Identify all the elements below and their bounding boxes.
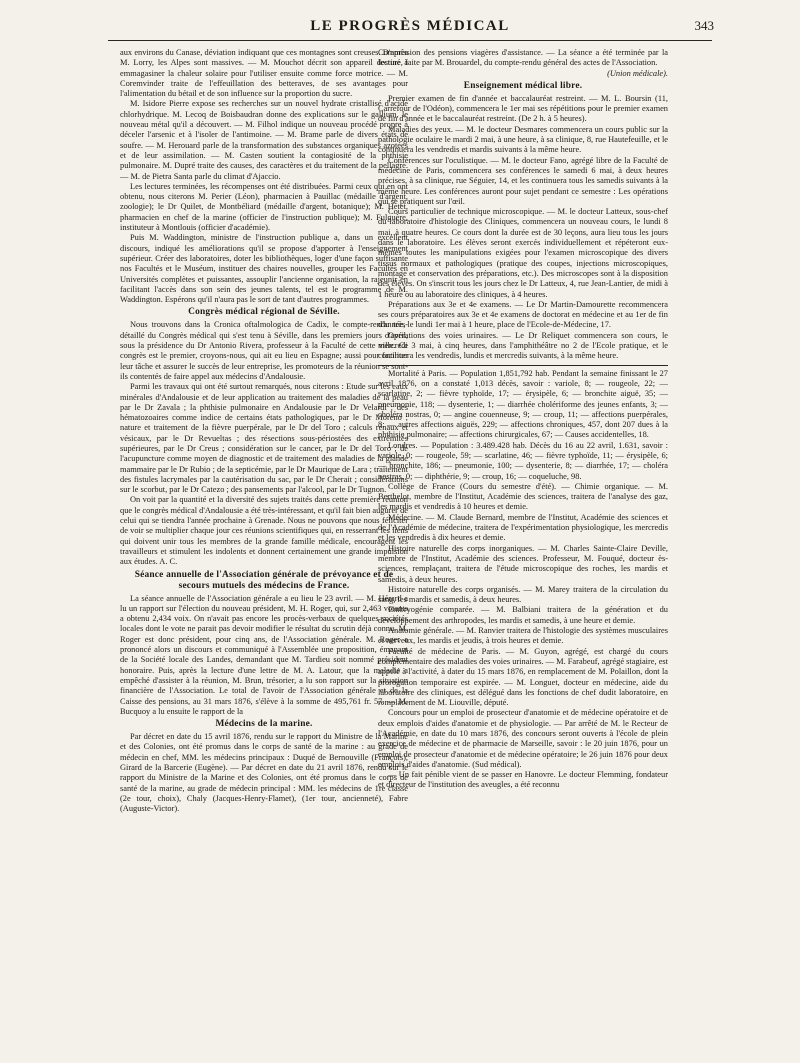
paragraph: Concours pour un emploi de prosecteur d'anatomie et de médecine opératoire et de deux emplois d'aides d'anatomie et de physiologie. — Par arrêté de M. le Recteur de l'Académie, en date du 10 mars 1876, des concours seront ouverts à l'école de plein exercice de médecine et de pharmacie de Marseille, savoir : le 20 juin 1876, pour un emploi de prosecteur d'anatomie et de médecine opératoire; le 26 juin 1876 pour deux emplois d'aides d'anatomie. (Sud médical). xyxy=(378,708,668,769)
paragraph: Embryogénie comparée. — M. Balbiani traitera de la génération et du développement des arthropodes, les mardis et samedis, à une heure et demie. xyxy=(378,605,668,625)
section-heading-enseignement: Enseignement médical libre. xyxy=(463,80,583,91)
paragraph: Londres. — Population : 3.489.428 hab. Décès du 16 au 22 avril, 1.631, savoir : variole, 0; — rougeole, 59; — scarlatine, 46; — fièvre typhoïde, 11; — érysipèle, 6; — bronchite, 186; — pneumonie, 100; — dysenterie, 8; — diarrhée, 17; — choléra nostras, 0; — diphthérie, 9; — croup, 16; — coqueluche, 98. xyxy=(378,440,668,481)
left-column xyxy=(120,48,408,1053)
section-heading-marine: Médecins de la marine. xyxy=(215,719,313,730)
section-heading-association: Séance annuelle de l'Association générale de prévoyance et de secours mutuels des médecins de France. xyxy=(134,569,394,591)
paragraph: — Un fait pénible vient de se passer en Hanovre. Le docteur Flemming, fondateur et directeur de l'institution des aveugles, a été reconnu xyxy=(378,770,668,790)
right-column xyxy=(378,48,668,1053)
source-citation: (Union médicale). xyxy=(607,68,668,78)
paragraph: Préparations aux 3e et 4e examens. — Le Dr Martin-Damourette recommencera ses cours préparatoires aux 3e et 4e examens de doctorat en médecine et au 1er de fin d'année, le lundi 1er mai à 1 heure, place de l'Ecole-de-Médecine, 17. xyxy=(378,299,668,330)
paragraph: Histoire naturelle des corps organisés. — M. Marey traitera de la circulation du sang, les mardis et samedis, à deux heures. xyxy=(378,584,668,605)
journal-title: LE PROGRÈS MÉDICAL xyxy=(310,18,510,34)
paragraph: Mortalité à Paris. — Population 1,851,792 hab. Pendant la semaine finissant le 27 avril 1876, on a constaté 1,013 décès, savoir : variole, 8; — rougeole, 22; — scarlatine, 2; — fièvre typhoïde, 17; — érysipèle, 6; — bronchite aiguë, 35; — pneumonie, 118; — dysenterie, 1; — diarrhée cholériforme des jeunes enfants, 3; — choléra nostras, 0; — angine couenneuse, 9; — croup, 11; — affections puerpérales, 8; — autres affections aiguës, 229; — affections chroniques, 457, dont 207 dues à la phthisie pulmonaire; — affections chirurgicales, 67; — Causes accidentelles, 18. xyxy=(378,368,668,440)
paragraph: Collège de France (Cours du semestre d'été). — Chimie organique. — M. Berthelot, membre de l'Institut, Académie des sciences, traitera de l'analyse des gaz, les mardis et vendredis à 10 heures et demie. xyxy=(378,481,668,512)
paragraph: Anatomie générale. — M. Ranvier traitera de l'histologie des systèmes musculaires et nerveux, les mardis et jeudis, à trois heures et demie. xyxy=(378,626,668,646)
paragraph: Médecine. — M. Claude Bernard, membre de l'Institut, Académie des sciences et de l'Académie de médecine, traitera de l'expérimentation physiologique, les mercredis et les vendredis à dix heures et demie. xyxy=(378,512,668,543)
paragraph: Maladies des yeux. — M. le docteur Desmares commencera un cours public sur la pathologie oculaire le mardi 2 mai, à une heure, à sa clinique, 8, rue Hautefeuille, et le continuera les vendredis et mardis suivants à la même heure. xyxy=(378,124,668,155)
page-number: 343 xyxy=(694,18,714,33)
section-heading-seville: Congrès médical régional de Séville. xyxy=(188,307,340,318)
paragraph: Parmi les travaux qui ont été surtout remarqués, nous citerons : Etude sur les eaux minérales d'Andalousie et de leur application au traitement des maladies de la peau par le Dr Zavala ; la phthisie pulmonaire en Andalousie par le Dr Velardi ; des hématozoaires comme indice de certains états pathologiques, par le Dr Moreno ; nature et traitement de la fièvre puerpérale, par le Dr del Toro ; calculs rénaux et vésicaux, par le Dr Revueltas ; des résections sous-périostées des extrémités supérieures, par le Dr Creus ; considération sur le cancer, par le Dr del Toro ; de l'acupuncture comme moyen de diagnostic et de traitement des maladies de la glande mammaire par le Dr Rubio ; de la septicémie, par le Dr Maurique de Lara ; traitement des fistules lacrymales par la cautérisation du sac, par le Dr Cherait ; considérations sur le scorbut, par le Dr Catezo ; des pansements par l'alcool, par le Dr Tugnon. xyxy=(120,382,408,495)
paragraph: Puis M. Waddington, ministre de l'instruction publique a, dans un excellent discours, indiqué les améliorations qu'il se propose d'apporter à l'enseignement supérieur. Créer des laboratoires, doter les bibliothèques, loger d'une façon suffisante nos Facultés et le Muséum, instituer des chaires nouvelles, grouper les Facultés en Universités complètes et puissantes, assouplir l'ancienne organisation, la rajeunir en facilitant l'accès dans son sein des jeunes talents, tel est le programme de M. Waddington. Espérons qu'il n'aura pas le sort de tant d'autres programmes. xyxy=(120,233,408,305)
paragraph: On voit par la quantité et la diversité des sujets traités dans cette première réunion que le congrès médical d'Andalousie a été très-intéressant, et qu'il fait bien augurer de celui qui se tiendra l'année prochaine à Grenade. Nous ne pouvons que nous féliciter de voir se multiplier chaque jour ces réunions scientifiques qui, en resserrant les liens qui doivent unir tous les membres de la grande famille médicale, encouragent les travailleurs et stimulent les indolents et donnent certainement une grande impulsion aux études. A. C. xyxy=(120,495,408,567)
paragraph: Opérations des voies urinaires. — Le Dr Reliquet commencera son cours, le mercredi 3 mai, à cinq heures, dans l'amphithéâtre no 2 de l'Ecole pratique, et le continuera les vendredis, lundis et mercredis suivants, à la même heure. xyxy=(378,330,668,361)
paragraph: M. Isidore Pierre expose ses recherches sur un nouvel hydrate cristallisé d'acide chlorhydrique. M. Lecoq de Boisbaudran donne des explications sur le gallium, le nouveau métal qu'il a découvert. — M. Filhol indique un nouveau procédé propre à déceler l'arsenic et à l'isoler de l'antimoine. — M. Brame parle de divers états de soufre. — M. Herouard parle de la transformation des substances organiques azotées et de leur assimilation. — M. Casten soutient la contagiosité de la phthisie pulmonaire. M. Dupré traite des causes, des caractères et du traitement de la pellagre. — M. de Pietra Santa parle du climat d'Ajaccio. xyxy=(120,99,408,181)
paragraph: Histoire naturelle des corps inorganiques. — M. Charles Sainte-Claire Deville, membre de l'Institut, Académie des sciences. Professeur, M. Fouqué, docteur ès-sciences, remplaçant, traitera de l'étude microscopique des roches, les mardis et samedis, à deux heures. xyxy=(378,543,668,584)
paragraph: Nous trouvons dans la Cronica oftalmologica de Cadix, le compte-rendu très-détaillé du Congrès médical qui s'est tenu à Séville, dans les premiers jours d'avril, sous la présidence du Dr Antonio Rivera, professeur à la Faculté de cette ville. Ce congrès est le premier, croyons-nous, qui ait eu lieu en Espagne; aussi pour faciliter leur tâche et assurer le succès de leur entreprise, les promoteurs de la réunion se sont-ils contentés de faire appel aux médecins d'Andalousie. xyxy=(120,320,408,381)
paragraph: Faculté de médecine de Paris. — M. Guyon, agrégé, est chargé du cours complémentaire des maladies des voies urinaires. — M. Farabeuf, agrégé stagiaire, est appelé à l'activité, à dater du 15 mars 1876, en remplacement de M. Polaillon, dont la prorogation temporaire est expirée. — M. Longuet, docteur en médecine, aide du laboratoire des cliniques, est délégué dans les fonctions de chef dudit laboratoire, en remplacement de M. Liouville, député. xyxy=(378,646,668,708)
paragraph: Conférences sur l'oculistique. — M. le docteur Fano, agrégé libre de la Faculté de médecine de Paris, commencera ses conférences le samedi 6 mai, à deux heures précises, à sa clinique, rue Séguier, 14, et les continuera tous les samedis suivants à la même heure. Les conférences auront pour sujet pendant ce semestre : Les opérations qui se pratiquent sur l'œil. xyxy=(378,155,668,206)
paragraph: Premier examen de fin d'année et baccalauréat restreint. — M. L. Boursin (11, Carrefour de l'Odéon), commencera le 1er mai ses répétitions pour le premier examen de fin d'année et le baccalauréat restreint. (De 2 h. à 5 heures). xyxy=(378,93,668,124)
paragraph: aux environs du Canase, déviation indiquant que ces montagnes sont creuses. D'après M. Lorry, les Alpes sont massives. — M. Mouchot décrit son appareil destiné à emmagasiner la chaleur solaire pour l'utiliser ensuite comme force motrice. — M. Coremvinder traite de l'effeuillation des betteraves, de ses avantages pour l'alimentation du bétail et de son influence sur la proportion du sucre. xyxy=(120,48,408,99)
paragraph: Commission des pensions viagères d'assistance. — La séance a été terminée par la lecture, faite par M. Brouardel, du compte-rendu général des actes de l'Association. xyxy=(378,48,668,68)
paragraph: Cours particulier de technique microscopique. — M. le docteur Latteux, sous-chef du laboratoire d'histologie des Cliniques, commencera un nouveau cours, le lundi 8 mai, à quatre heures. Ce cours dont la durée est de 30 leçons, aura lieu tous les jours dans le laboratoire. Les élèves seront exercés individuellement et répéteront eux-mêmes toutes les manipulations exigées pour l'examen microscopique des divers tissus normaux et pathologiques (pratique des coupes, injections microscopiques, montage et conservation des préparations, etc.). Des microscopes sont à la disposition des élèves. On s'inscrit tous les jours chez le Dr Latteux, 4, rue Jean-Lantier, de midi à 1 heure ou au laboratoire des cliniques, à 4 heures. xyxy=(378,207,668,299)
paragraph: Par décret en date du 15 avril 1876, rendu sur le rapport du Ministre de la Marine et des Colonies, ont été promus dans le corps de santé de la marine : au grade de médecin en chef, MM. les médecins principaux : Duqué de Bernouville (François), Girard de la Barcerie (Eugène). — Par décret en date du 21 avril 1876, rendu sur le rapport du Ministre de la Marine et des Colonies, ont été promus dans le corps de santé de la marine, au grade de médecin principal : MM. les médecins de 1re classe (2e tour, choix), Chaly (Jacques-Henry-Flamet), (1er tour, ancienneté), Fabre (Auguste-Victor). xyxy=(120,732,408,814)
paragraph: La séance annuelle de l'Association générale a eu lieu le 23 avril. — M. Hérard a lu un rapport sur l'élection du nouveau président, M. H. Roger, qui, sur 2,463 votants a obtenu 2,434 voix. On n'avait pas encore les procès-verbaux de quelques sociétés locales dont le vote ne parait pas devoir modifier le résultat du scrutin déjà connu. M. Roger est donc président, pour cinq ans, de l'Association générale. M. Roger a prononcé alors un discours et communiqué à l'Assemblée une proposition, émanant de la Société locale des Landes, demandant que M. Tardieu soit nommé président honoraire. Puis, après la lecture d'une lettre de M. A. Latour, que la maladie a empêché d'assister à la réunion, M. Brun, trésorier, a lu son rapport sur la situation financière de l'Association. Le total de l'avoir de l'Association générale et de la Caisse des pensions, au 31 mars 1876, s'élève à la somme de 495,761 fr. 57. — M. Bucquoy a lu ensuite le rapport de la xyxy=(120,593,408,716)
section-divider xyxy=(378,365,668,366)
paragraph: Les lectures terminées, les récompenses ont été distribuées. Parmi ceux qui en ont obtenu, nous citerons M. Perier (Léon), pharmacien à Pauillac (médaille d'argent, zoologie); le Dr Quilet, de Montbéliard (médaille d'argent, botanique); M. Hetet, pharmacien en chef de la marine (officier de l'instruction publique); M. Fulguère, instituteur à Montlouis (officier d'académie). xyxy=(120,181,408,233)
page-header xyxy=(108,14,712,41)
